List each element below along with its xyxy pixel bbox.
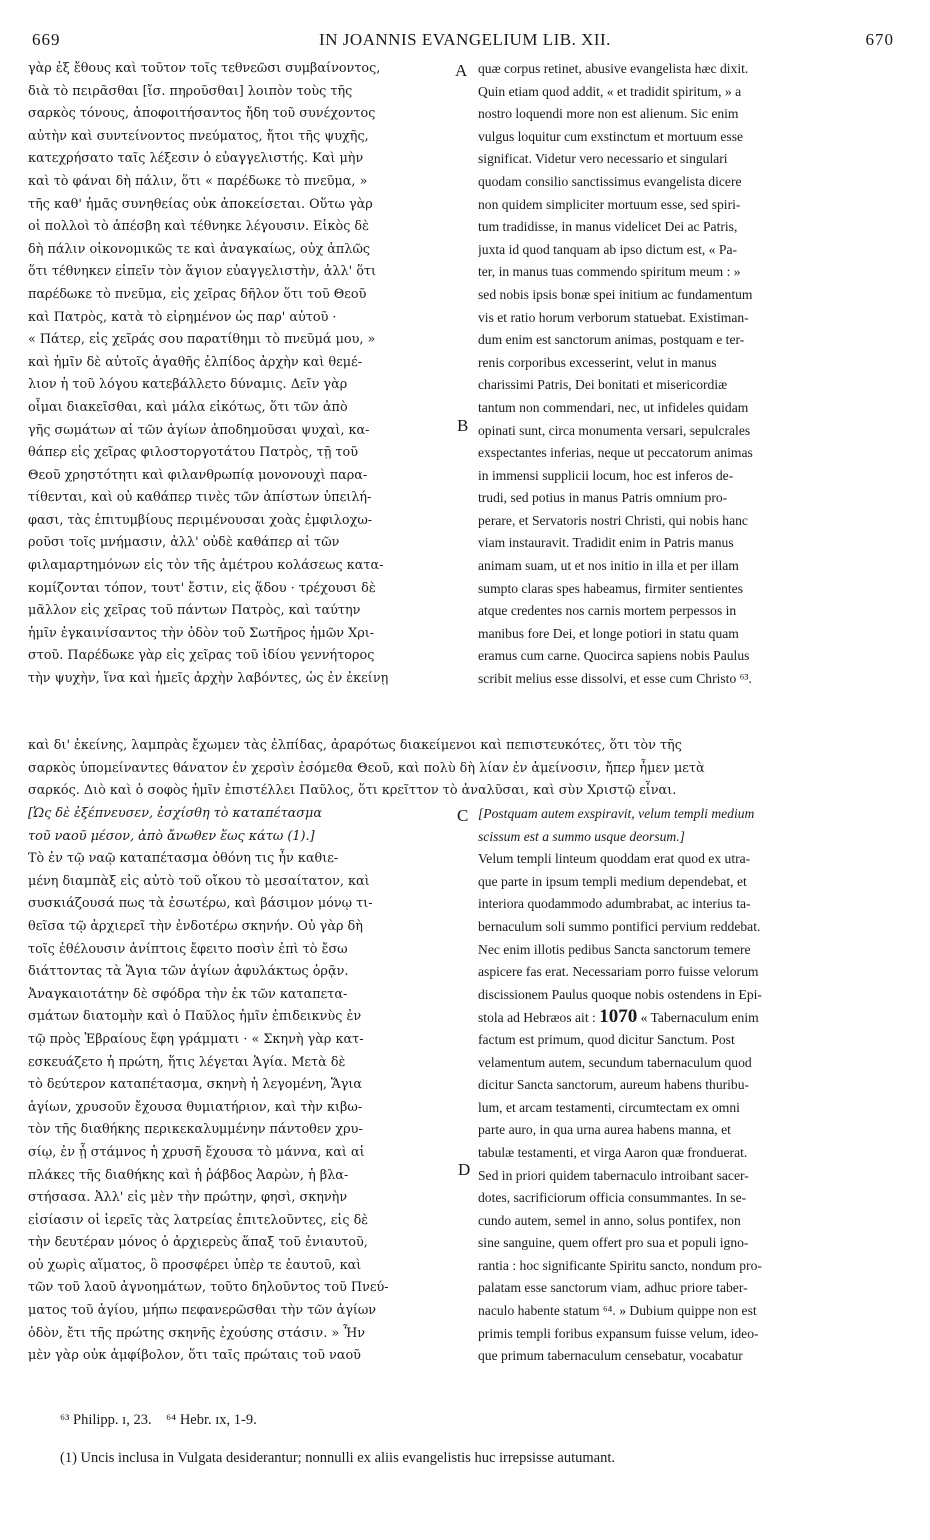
text-line: tum tradidisse, in manus videlicet Dei ac Patris, — [478, 219, 738, 235]
text-line: θάπερ εἰς χεῖρας φιλοστοργοτάτου Πατρὸς, τῇ τοῦ — [28, 445, 358, 461]
text-line: καὶ ἡμῖν δὲ αὐτοῖς ἀγαθῆς ἐλπίδος ἀρχὴν καὶ θεμέ- — [28, 354, 363, 370]
text-line: κομίζονται τόπον, τουτ' ἔστιν, εἰς ᾅδου · τρέχουσι δὲ — [28, 580, 376, 596]
greek-column-top — [28, 58, 452, 691]
text-line: Quin etiam quod addit, « et tradidit spiritum, » a — [478, 83, 742, 99]
text-line: συσκιάζουσά πως τὰ ἐσωτέρω, καὶ βάσιμον μόνῳ τι- — [28, 896, 373, 912]
text-line: ἡμῖν ἐγκαινίσαντος τὴν ὁδὸν τοῦ Σωτῆρος ἡμῶν Χρι- — [28, 625, 375, 641]
text-line: εἰσίασιν οἱ ἱερεῖς τὰς λατρείας ἐπιτελοῦντες, εἰς δὲ — [28, 1212, 369, 1228]
text-line: quodam consilio sanctissimus evangelista dicere — [478, 173, 742, 189]
text-line: primis templi foribus expansum fuisse velum, ideo- — [478, 1325, 759, 1341]
greek-column-bottom — [28, 803, 452, 1368]
text-line: μὲν γὰρ οὐκ ἀμφίβολον, ὅτι ταῖς πρώταις τοῦ ναοῦ — [28, 1348, 361, 1364]
text-line: animam suam, ut et nos initio in illa et per illam — [478, 558, 739, 574]
text-line: εσκευάζετο ἡ πρώτη, ἥτις λέγεται Ἁγία. Μετὰ δὲ — [28, 1054, 346, 1070]
text-line: perare, et Servatoris nostri Christi, qui nobis hanc — [478, 512, 748, 528]
text-line: σίῳ, ἐν ᾗ στάμνος ἡ χρυσῆ ἔχουσα τὸ μάννα, καὶ αἱ — [28, 1144, 365, 1160]
text-line: palatam esse sanctorum viam, adhuc priore taber- — [478, 1280, 748, 1296]
text-line: charissimi Patris, Dei bonitati et misericordiæ — [478, 377, 728, 393]
text-line: Θεοῦ χρηστότητι καὶ φιλανθρωπίᾳ μονονουχὶ παρα- — [28, 467, 368, 483]
margin-marker-a: A — [455, 61, 468, 80]
text-line: atque credentes nos carnis mortem perpessos in — [478, 603, 737, 619]
text-line: τοῖς ἐθέλουσιν ἀνίπτοις ἔφειτο ποσὶν ἐπὶ τὸ ἔσω — [28, 941, 348, 957]
text-line: tabulæ testamenti, et virga Aaron quæ fronduerat. — [478, 1144, 748, 1160]
text-line: μᾶλλον εἰς χεῖρας τοῦ πάντων Πατρὸς, καὶ ταύτην — [28, 603, 361, 619]
text-line: cundo autem, semel in anno, solus pontifex, non — [478, 1212, 741, 1228]
text-line: dotes, sacrificiorum officia consummantes. In se- — [478, 1190, 747, 1206]
text-line: Nec enim illotis pedibus Sancta sanctorum temere — [478, 941, 751, 957]
text-line: σμάτων διατομὴν καὶ ὁ Παῦλος ἡμῖν ἐπιδεικνὺς ἐν — [28, 1009, 362, 1025]
text-line: in immensi supplicii locum, hoc est inferos de- — [478, 467, 734, 483]
text-line: vis et ratio horum verborum statuebat. Existiman- — [478, 309, 749, 325]
text-line: τὴν δευτέραν μόνος ὁ ἀρχιερεὺς ἅπαξ τοῦ ἐνιαυτοῦ, — [28, 1235, 368, 1251]
text-line: sine sanguine, quem offert pro sua et populi igno- — [478, 1235, 749, 1251]
text-line: interiora quodammodo adumbrabat, ac interius ta- — [478, 896, 751, 912]
text-line: τίθενται, καὶ οὐ καθάπερ τινὲς τῶν ἀπίστων ὑπειλή- — [28, 490, 372, 506]
text-line: nostro loquendi more non est alienum. Sic enim — [478, 106, 739, 122]
running-title: IN JOANNIS EVANGELIUM LIB. XII. — [319, 30, 611, 49]
footnote-63: ⁶³ Philipp. ɪ, 23. — [60, 1412, 152, 1428]
inline-continuation: « Tabernaculum enim — [640, 1010, 759, 1026]
text-line: καὶ δι' ἐκείνης, λαμπρὰς ἔχωμεν τὰς ἐλπίδας, ἀραρότως διακείμενοι καὶ πεπιστευκότες, ὅτι τὸν τῆς — [28, 738, 682, 753]
text-line: μένη διαμπὰξ εἰς αὐτὸ τοῦ οἴκου τὸ μεσαίτατον, καὶ — [28, 873, 370, 889]
text-line: παρέδωκε τὸ πνεῦμα, εἰς χεῖρας δῆλον ὅτι τοῦ Θεοῦ — [28, 286, 367, 302]
text-line: φασι, τὰς ἐπιτυμβίους περιμένουσαι χοὰς ἐμφιλοχω- — [28, 512, 373, 528]
editor-note: (1) Uncis inclusa in Vulgata desiderantur; nonnulli ex aliis evangelistis huc irrepsisse autumant. — [60, 1450, 615, 1466]
text-line: bernaculum soli summo pontifici pervium reddebat. — [478, 918, 761, 934]
text-line: φιλαμαρτημόνων εἰς τὸν τῆς ἀμέτρου κολάσεως κατα- — [28, 558, 384, 574]
text-line: σαρκός. Διὸ καὶ ὁ σοφὸς ἡμῖν ἐπιστέλλει Παῦλος, ὅτι κρεῖττον τὸ ἀναλῦσαι, καὶ σὺν Χριστῷ εἶναι. — [28, 783, 677, 799]
text-line: manibus fore Dei, et longe potiori in statu quam — [478, 625, 739, 641]
text-line: τὴν ψυχὴν, ἵνα καὶ ἡμεῖς ἀρχὴν λαβόντες, ὡς ἐν ἐκείνῃ — [28, 671, 389, 687]
text-line: viam instauravit. Tradidit enim in Patris manus — [478, 535, 734, 551]
text-line: οἱ πολλοὶ τὸ ἀπέσβη καὶ τέθνηκε λέγουσιν. Εἰκὸς δὲ — [28, 219, 370, 235]
text-line: discissionem Paulus quoque nobis ostendens in Epi- — [478, 986, 762, 1002]
text-line: καὶ τὸ φάναι δὴ πάλιν, ὅτι « παρέδωκε τὸ πνεῦμα, » — [28, 173, 368, 189]
text-line: que primum tabernaculum censebatur, vocabatur — [478, 1348, 743, 1364]
text-line: opinati sunt, circa monumenta versari, sepulcrales — [478, 422, 751, 438]
text-line: ροῦσι τοῖς μνήμασιν, ἀλλ' οὐδὲ καθάπερ αἱ τῶν — [28, 535, 340, 551]
text-line: γῆς σωμάτων αἱ τῶν ἁγίων ἀποδημοῦσαι ψυχαὶ, κα- — [28, 422, 370, 438]
margin-marker-d: D — [458, 1160, 471, 1179]
page-number-right: 670 — [865, 30, 894, 49]
text-line: vulgus loquitur cum exstinctum et mortuum esse — [478, 128, 744, 144]
text-line: κατεχρήσατο ταῖς λέξεσιν ὁ εὐαγγελιστής. Καὶ μὴν — [28, 151, 364, 167]
text-line: διὰ τὸ πειρᾶσθαι [ἴσ. πηροῦσθαι] λοιπὸν τοὺς τῆς — [28, 83, 353, 99]
text-line: que parte in ipsum templi medium dependebat, et — [478, 873, 747, 889]
text-line: γὰρ ἐξ ἔθους καὶ τοῦτον τοῖς τεθνεῶσι συμβαίνοντος, — [28, 61, 381, 76]
text-line: dum enim est sanctorum animas, postquam e ter- — [478, 332, 745, 348]
text-line: velamentum autem, secundum tabernaculum quod — [478, 1054, 752, 1070]
margin-marker-c: C — [457, 806, 469, 825]
latin-column-bottom — [478, 803, 898, 1368]
text-line: Sed in priori quidem tabernaculo introibant sacer- — [478, 1167, 749, 1183]
text-line: τοῦ ναοῦ μέσον, ἀπὸ ἄνωθεν ἕως κάτω (1).] — [28, 828, 315, 844]
text-line: renis corporibus excesserint, velut in manus — [478, 354, 717, 370]
text-line: tantum non commendari, nec, ut infideles quidam — [478, 399, 749, 415]
text-line: σαρκὸς τόνους, ἀποφοιτήσαντος ἤδη τοῦ συνέχοντος — [28, 106, 376, 122]
text-line: ἁγίων, χρυσοῦν ἔχουσα θυμιατήριον, καὶ τὴν κιβω- — [28, 1099, 363, 1115]
text-line: scribit melius esse dissolvi, et esse cum Christo ⁶³. — [478, 671, 752, 687]
text-line: Ἀναγκαιοτάτην δὲ σφόδρα τὴν ἐκ τῶν καταπετα- — [28, 986, 348, 1002]
text-line: dicitur Sancta sanctorum, aureum habens thuribu- — [478, 1077, 750, 1093]
text-line: trudi, sed potius in manus Patris omnium pro- — [478, 490, 728, 506]
text-line: τὸν τῆς διαθήκης περικεκαλυμμένην πάντοθεν χρυ- — [28, 1122, 363, 1138]
text-line: ter, in manus tuas commendo spiritum meum : » — [478, 264, 741, 280]
text-line: οὐ χωρὶς αἵματος, ὃ προσφέρει ὑπὲρ τε ἑαυτοῦ, καὶ — [28, 1257, 362, 1273]
text-line: τῆς καθ' ἡμᾶς συνηθείας οὐκ ἀποκείσεται. Οὕτω γὰρ — [28, 196, 373, 212]
text-line: juxta id quod tanquam ab ipso dictum est, « Pa- — [478, 241, 737, 257]
text-line: οἶμαι διακεῖσθαι, καὶ μάλα εἰκότως, ὅτι τῶν ἀπὸ — [28, 399, 348, 415]
text-line: αὐτὴν καὶ συντείνοντος πνεύματος, ἤτοι τῆς ψυχῆς, — [28, 128, 369, 144]
text-line: [Postquam autem exspiravit, velum templi medium — [478, 806, 755, 821]
text-line: sumpto claras spes habeamus, firmiter sentientes — [478, 580, 744, 596]
column-number: 1070 — [599, 1006, 638, 1028]
greek-spanning-text — [28, 735, 898, 803]
page-number-left: 669 — [32, 30, 61, 49]
latin-column-top — [478, 58, 898, 691]
text-line: parte auro, in qua urna aurea habens manna, et — [478, 1122, 731, 1138]
page-header — [0, 30, 930, 54]
text-line: ματος τοῦ ἁγίου, μήπω πεφανερῶσθαι τὴν τῶν ἁγίων — [28, 1303, 377, 1319]
text-line: ὅτι τέθνηκεν εἰπεῖν τὸν ἅγιον εὐαγγελιστὴν, ἀλλ' ὅτι — [28, 264, 376, 280]
text-line: λιον ἡ τοῦ λόγου κατεβάλλετο δύναμις. Δεῖν γὰρ — [28, 377, 348, 393]
text-line: διάττοντας τὰ Ἅγια τῶν ἁγίων ἀφυλάκτως ὁρᾷν. — [28, 964, 349, 980]
margin-marker-b: B — [457, 416, 469, 435]
text-line: naculo habente statum ⁶⁴. » Dubium quippe non est — [478, 1303, 757, 1319]
text-line: [Ὡς δὲ ἐξέπνευσεν, ἐσχίσθη τὸ καταπέτασμα — [28, 806, 322, 821]
text-line: scissum est a summo usque deorsum.] — [478, 828, 685, 844]
text-line: τῶν τοῦ λαοῦ ἀγνοημάτων, τοῦτο δηλοῦντος τοῦ Πνεύ- — [28, 1280, 389, 1296]
text-line: significat. Videtur vero necessario et singulari — [478, 151, 728, 167]
text-line: σαρκὸς ὑπομείναντες θάνατον ἐν χερσὶν ἐσόμεθα Θεοῦ, καὶ πολὺ δὴ λίαν ἐν ἀμείνοσιν, ἤπερ ἦμεν μετὰ — [28, 760, 705, 776]
text-line: quæ corpus retinet, abusive evangelista hæc dixit. — [478, 61, 749, 76]
text-line: non quidem simpliciter mortuum esse, sed spiri- — [478, 196, 741, 212]
text-line: exspectantes inferias, neque ut peccatorum animas — [478, 445, 753, 461]
text-line: πλάκες τῆς διαθήκης καὶ ἡ ῥάβδος Ἀαρὼν, ἡ βλα- — [28, 1167, 349, 1183]
text-line: lum, et arcam testamenti, circumtectam ex omni — [478, 1099, 740, 1115]
text-line: ὁδὸν, ἔτι τῆς πρώτης σκηνῆς ἐχούσης στάσιν. » Ἦν — [28, 1325, 366, 1341]
text-line: Velum templi linteum quoddam erat quod ex utra- — [478, 851, 751, 867]
text-line: Τὸ ἐν τῷ ναῷ καταπέτασμα ὀθόνη τις ἦν καθιε- — [28, 851, 339, 867]
text-line: θεῖσα τῷ ἀρχιερεῖ τὴν ἐνδοτέρω σκηνήν. Οὐ γὰρ δὴ — [28, 918, 363, 934]
text-line: τῷ πρὸς Ἑβραίους ἔφη γράμματι · « Σκηνὴ γὰρ κατ- — [28, 1031, 364, 1047]
text-line: rantia : hoc significante Spiritu sancto, nondum pro- — [478, 1257, 762, 1273]
text-line: aspicere fas erat. Necessariam porro fuisse velorum — [478, 964, 759, 980]
text-line: στήσασα. Ἀλλ' εἰς μὲν τὴν πρώτην, φησὶ, σκηνὴν — [28, 1190, 348, 1206]
text-line: factum est primum, quod dicitur Sanctum. Post — [478, 1031, 735, 1047]
text-line: stola ad Hebræos ait : 1070 « Tabernaculum enim — [478, 1006, 759, 1028]
text-line: στοῦ. Παρέδωκε γὰρ εἰς χεῖρας τοῦ ἰδίου γεννήτορος — [28, 648, 375, 664]
text-line: « Πάτερ, εἰς χεῖράς σου παρατίθημι τὸ πνεῦμά μου, » — [28, 332, 376, 348]
footnote-64: ⁶⁴ Hebr. ɪx, 1-9. — [166, 1412, 257, 1428]
text-line: eramus cum carne. Quocirca sapiens nobis Paulus — [478, 648, 750, 664]
text-line: δὴ πάλιν οἰκονομικῶς τε καὶ ἀναγκαίως, οὐχ ἁπλῶς — [28, 241, 371, 257]
footnotes — [60, 1412, 257, 1429]
text-line: sed nobis ipsis bonæ spei initium ac fundamentum — [478, 286, 753, 302]
text-line: καὶ Πατρὸς, κατὰ τὸ εἰρημένον ὡς παρ' αὐτοῦ · — [28, 309, 337, 325]
text-line: τὸ δεύτερον καταπέτασμα, σκηνὴ ἡ λεγομένη, Ἅγια — [28, 1077, 363, 1093]
